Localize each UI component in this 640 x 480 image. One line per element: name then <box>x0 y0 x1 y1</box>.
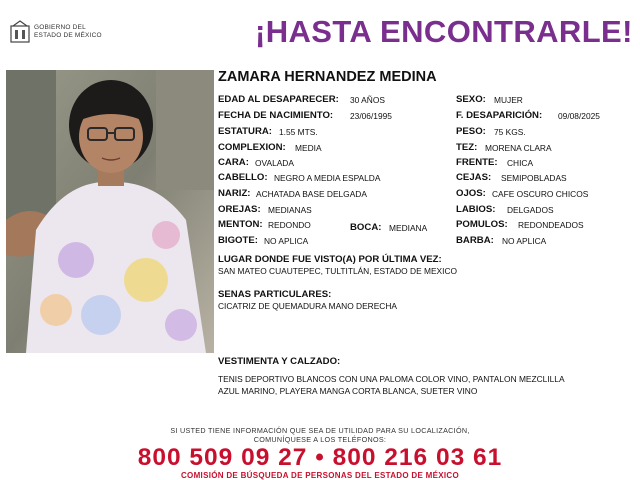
field-boca: BOCA: MEDIANA <box>350 222 428 233</box>
gov-line-2: ESTADO DE MÉXICO <box>34 32 102 39</box>
person-name: ZAMARA HERNANDEZ MEDINA <box>218 69 437 85</box>
phone-numbers <box>0 444 640 472</box>
field-edad: EDAD AL DESAPARECER: 30 AÑOS <box>218 94 385 105</box>
field-nariz: NARIZ: ACHATADA BASE DELGADA <box>218 188 367 199</box>
footer-note-2: COMUNÍQUESE A LOS TELÉFONOS: <box>253 435 387 444</box>
commission-name: COMISIÓN DE BÚSQUEDA DE PERSONAS DEL ESTADO DE MÉXICO <box>180 471 459 480</box>
field-ojos: OJOS: CAFE OSCURO CHICOS <box>456 188 589 199</box>
field-orejas: OREJAS: MEDIANAS <box>218 204 312 215</box>
senas-value: CICATRIZ DE QUEMADURA MANO DERECHA <box>218 301 397 311</box>
vestimenta-line-1: TENIS DEPORTIVO BLANCOS CON UNA PALOMA COLOR VINO, PANTALON MEZCLILLA <box>218 374 565 384</box>
vestimenta-label: VESTIMENTA Y CALZADO: <box>218 356 341 367</box>
government-logo <box>10 18 120 46</box>
lugar-label: LUGAR DONDE FUE VISTO(A) POR ÚLTIMA VEZ: <box>218 254 442 265</box>
field-frente: FRENTE: CHICA <box>456 157 534 168</box>
field-cara: CARA: OVALADA <box>218 157 294 168</box>
field-labios: LABIOS: DELGADOS <box>456 204 554 215</box>
field-estatura: ESTATURA: 1.55 MTS. <box>218 126 318 137</box>
phone-number-1: 800 509 09 27 <box>137 444 308 471</box>
phone-number-2: 800 216 03 61 <box>332 444 503 471</box>
state-emblem-icon <box>10 20 30 44</box>
field-sexo: SEXO: MUJER <box>456 94 523 105</box>
vestimenta-line-2: AZUL MARINO, PLAYERA MANGA CORTA BLANCA, SUETER VINO <box>218 386 478 396</box>
headline: ¡HASTA ENCONTRARLE! <box>255 14 633 49</box>
field-menton: MENTON: REDONDO <box>218 219 311 230</box>
field-peso: PESO: 75 KGS. <box>456 126 526 137</box>
field-cabello: CABELLO: NEGRO A MEDIA ESPALDA <box>218 172 381 183</box>
field-bigote: BIGOTE: NO APLICA <box>218 235 309 246</box>
field-desaparicion: F. DESAPARICIÓN: 09/08/2025 <box>456 110 600 121</box>
lugar-value: SAN MATEO CUAUTEPEC, TULTITLÁN, ESTADO DE MEXICO <box>218 266 458 276</box>
footer-note-1: SI USTED TIENE INFORMACIÓN QUE SEA DE UTILIDAD PARA SU LOCALIZACIÓN, <box>170 426 470 435</box>
field-barba: BARBA: NO APLICA <box>456 235 547 246</box>
field-cejas: CEJAS: SEMIPOBLADAS <box>456 172 567 183</box>
missing-person-photo <box>6 70 214 353</box>
senas-label: SENAS PARTICULARES: <box>218 289 332 300</box>
field-pomulos: POMULOS: REDONDEADOS <box>456 219 584 230</box>
field-nacimiento: FECHA DE NACIMIENTO: 23/06/1995 <box>218 110 392 121</box>
field-complexion: COMPLEXION: MEDIA <box>218 142 322 153</box>
person-photo-icon <box>6 70 214 353</box>
field-tez: TEZ: MORENA CLARA <box>456 142 552 153</box>
phone-separator: • <box>315 444 325 471</box>
gov-line-1: GOBIERNO DEL <box>34 24 86 31</box>
